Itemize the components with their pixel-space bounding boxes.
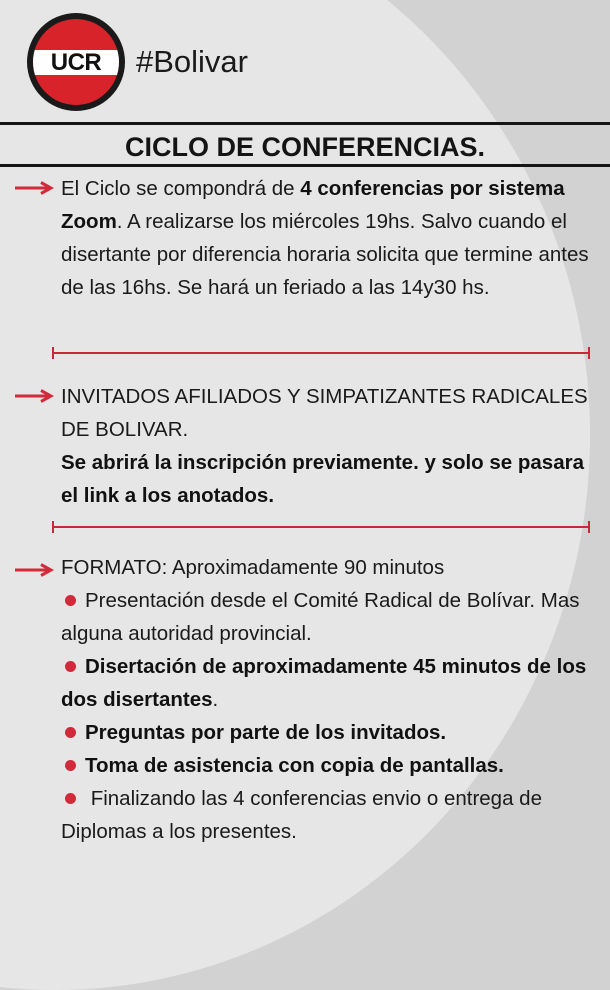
bullet-text: Presentación desde el Comité Radical de Bolívar. Mas alguna autoridad provincial. [61, 589, 580, 645]
bullet-dot-icon [65, 760, 76, 771]
formato-heading: FORMATO: Aproximadamente 90 minutos [61, 556, 445, 579]
title-rule-top [0, 122, 610, 125]
divider-cap-right [588, 521, 590, 533]
bullet-tail: . [212, 688, 219, 711]
schedule-rest: . A realizarse los miércoles 19hs. Salvo cuando el disertante por diferencia horaria solicita que termine antes de las 16hs. Se hará un feriado a las 14y30 hs. [61, 210, 589, 299]
bullet-item [61, 650, 601, 716]
bullet-item [61, 584, 601, 650]
ucr-logo-disc [33, 19, 119, 105]
ucr-logo-text: UCR [50, 49, 102, 76]
invitados-bold: Se abrirá la inscripción previamente. y solo se pasara el link a los anotados. [61, 451, 584, 507]
hashtag: #Bolivar [136, 44, 248, 79]
schedule-bold: 4 conferencias por sistema Zoom [61, 177, 565, 233]
divider-cap-left [52, 521, 54, 533]
title-rule-bottom [0, 164, 610, 167]
divider-cap-right [588, 347, 590, 359]
bullet-bold: Toma de asistencia con copia de pantallas. [85, 754, 504, 777]
divider-cap-left [52, 347, 54, 359]
bullet-text: Finalizando las 4 conferencias envio o entrega de Diplomas a los presentes. [61, 787, 542, 843]
bullet-bold: Preguntas por parte de los invitados. [85, 721, 447, 744]
section-formato [61, 551, 601, 848]
bullet-dot-icon [65, 793, 76, 804]
schedule-lead: El Ciclo se compondrá de [61, 177, 301, 200]
bullet-dot-icon [65, 727, 76, 738]
page-title: CICLO DE CONFERENCIAS. [124, 132, 486, 162]
bullet-item [61, 749, 601, 782]
arrow-right-icon [14, 389, 54, 403]
ucr-logo [27, 13, 125, 111]
bullet-item [61, 716, 601, 749]
invitados-line: INVITADOS AFILIADOS Y SIMPATIZANTES RADICALES DE BOLIVAR. [61, 385, 588, 441]
section-invitados [61, 380, 601, 512]
divider-2 [52, 521, 590, 533]
bullet-dot-icon [65, 595, 76, 606]
divider-1 [52, 347, 590, 359]
bullet-item [61, 782, 601, 848]
section-schedule [61, 172, 601, 304]
arrow-right-icon [14, 181, 54, 195]
header [0, 0, 610, 118]
divider-line [52, 526, 590, 528]
bullet-bold: Disertación de aproximadamente 45 minutos de los dos disertantes [61, 655, 587, 711]
bullet-dot-icon [65, 661, 76, 672]
arrow-right-icon [14, 563, 54, 577]
divider-line [52, 352, 590, 354]
